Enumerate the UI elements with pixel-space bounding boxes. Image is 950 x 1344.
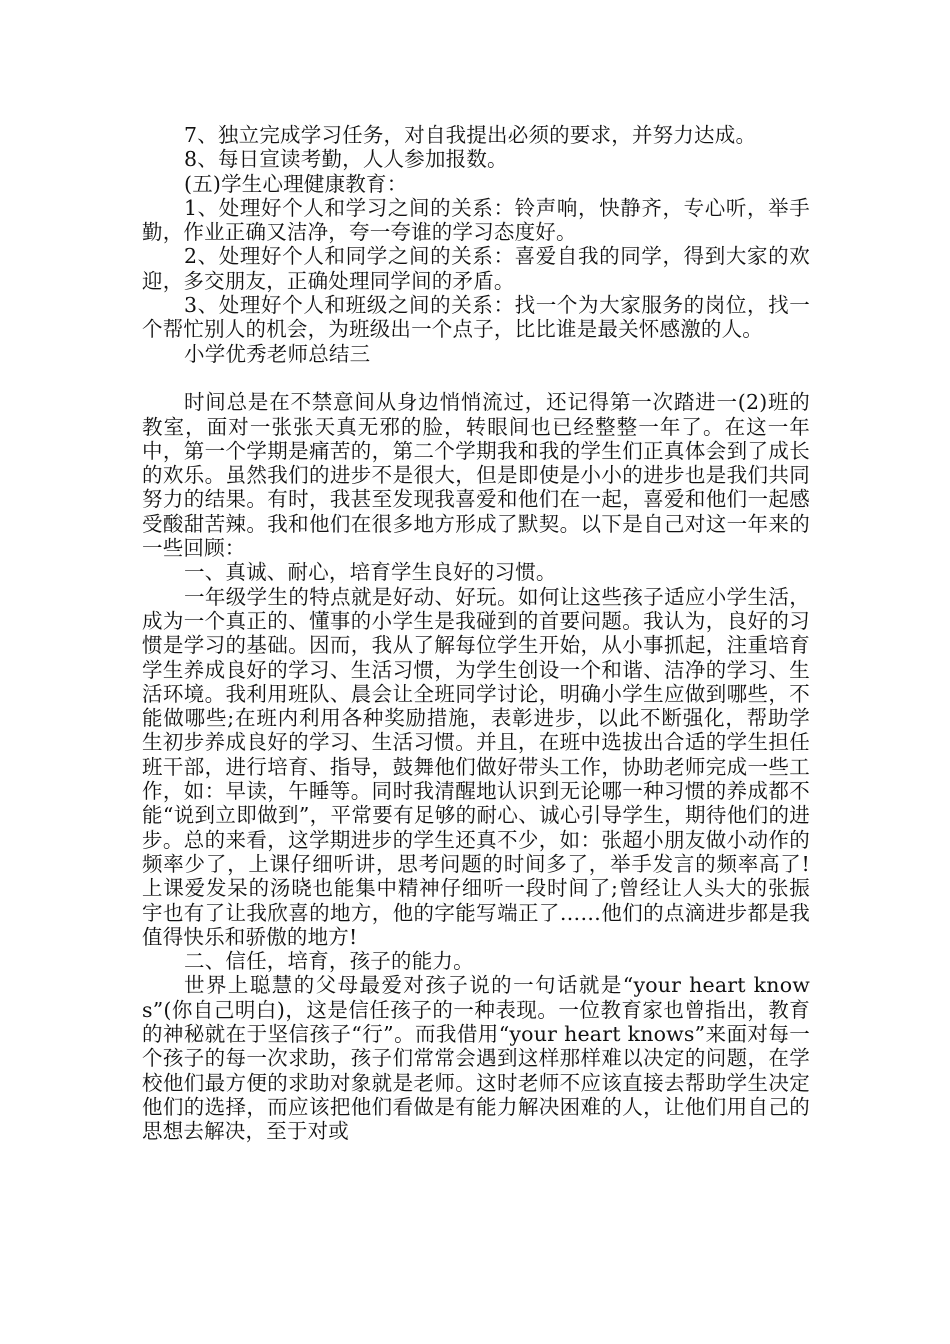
section-heading-mental-health: (五)学生心理健康教育： <box>184 171 408 196</box>
document-page <box>142 123 810 1143</box>
section-heading-habits: 一、真诚、耐心，培育学生良好的习惯。 <box>184 560 557 585</box>
blank-line <box>142 366 810 390</box>
paragraph-mental-health-3: 3、处理好个人和班级之间的关系：找一个为大家服务的岗位，找一个帮忙别人的机会，为班级出一个点子，比比谁是最关怀感激的人。 <box>142 293 810 342</box>
section-title-summary-three: 小学优秀老师总结三 <box>184 341 371 366</box>
paragraph-rule-7: 7、独立完成学习任务，对自我提出必须的要求，并努力达成。 <box>184 123 757 147</box>
paragraph-mental-health-1: 1、处理好个人和学习之间的关系：铃声响，快静齐，专心听，举手勤，作业正确又洁净，夸一夸谁的学习态度好。 <box>142 195 810 245</box>
section-heading-trust: 二、信任，培育，孩子的能力。 <box>184 949 474 974</box>
paragraph-mental-health-2: 2、处理好个人和同学之间的关系：喜爱自我的同学，得到大家的欢迎，多交朋友，正确处理同学间的矛盾。 <box>142 244 810 293</box>
paragraph-trust: 世界上聪慧的父母最爱对孩子说的一句话就是“your heart knows”(你自己明白)，这是信任孩子的一种表现。一位教育家也曾指出，教育的神秘就在于坚信孩子“行”。而我借用“your heart knows”来面对每一个孩子的每一次求助，孩子们常常会遇到这样那样难以决定的问题，在学校他们最方便的求助对象就是老师。这时老师不应该直接去帮助学生决定他们的选择，而应该把他们看做是有能力解决困难的人，让他们用自己的思想去解决，至于对或 <box>142 973 810 1144</box>
paragraph-habits: 一年级学生的特点就是好动、好玩。如何让这些孩子适应小学生活，成为一个真正的、懂事的小学生是我碰到的首要问题。我认为，良好的习惯是学习的基础。因而，我从了解每位学生开始，从小事抓起，注重培育学生养成良好的学习、生活习惯，为学生创设一个和谐、洁净的学习、生活环境。我利用班队、晨会让全班同学讨论，明确小学生应做到哪些，不能做哪些;在班内利用各种奖励措施，表彰进步，以此不断强化，帮助学生初步养成良好的学习、生活习惯。并且，在班中选拔出合适的学生担任班干部，进行培育、指导，鼓舞他们做好带头工作，协助老师完成一些工作，如：早读，午睡等。同时我清醒地认识到无论哪一种习惯的养成都不能“说到立即做到”，平常要有足够的耐心、诚心引导学生，期待他们的进步。总的来看，这学期进步的学生还真不少，如：张超小朋友做小动作的频率少了，上课仔细听讲，思考问题的时间多了，举手发言的频率高了!上课爱发呆的汤晓也能集中精神仔细听一段时间了;曾经让人头大的张振宇也有了让我欣喜的地方，他的字能写端正了……他们的点滴进步都是我值得快乐和骄傲的地方! <box>142 584 810 949</box>
paragraph-rule-8: 8、每日宣读考勤，人人参加报数。 <box>184 147 508 172</box>
paragraph-intro: 时间总是在不禁意间从身边悄悄流过，还记得第一次踏进一(2)班的教室，面对一张张天真无邪的脸，转眼间也已经整整一年了。在这一年中，第一个学期是痛苦的，第二个学期我和我的学生们正真体会到了成长的欢乐。虽然我们的进步不是很大，但是即使是小小的进步也是我们共同努力的结果。有时，我甚至发现我喜爱和他们在一起，喜爱和他们一起感受酸甜苦辣。我和他们在很多地方形成了默契。以下是自己对这一年来的一些回顾： <box>142 390 810 561</box>
